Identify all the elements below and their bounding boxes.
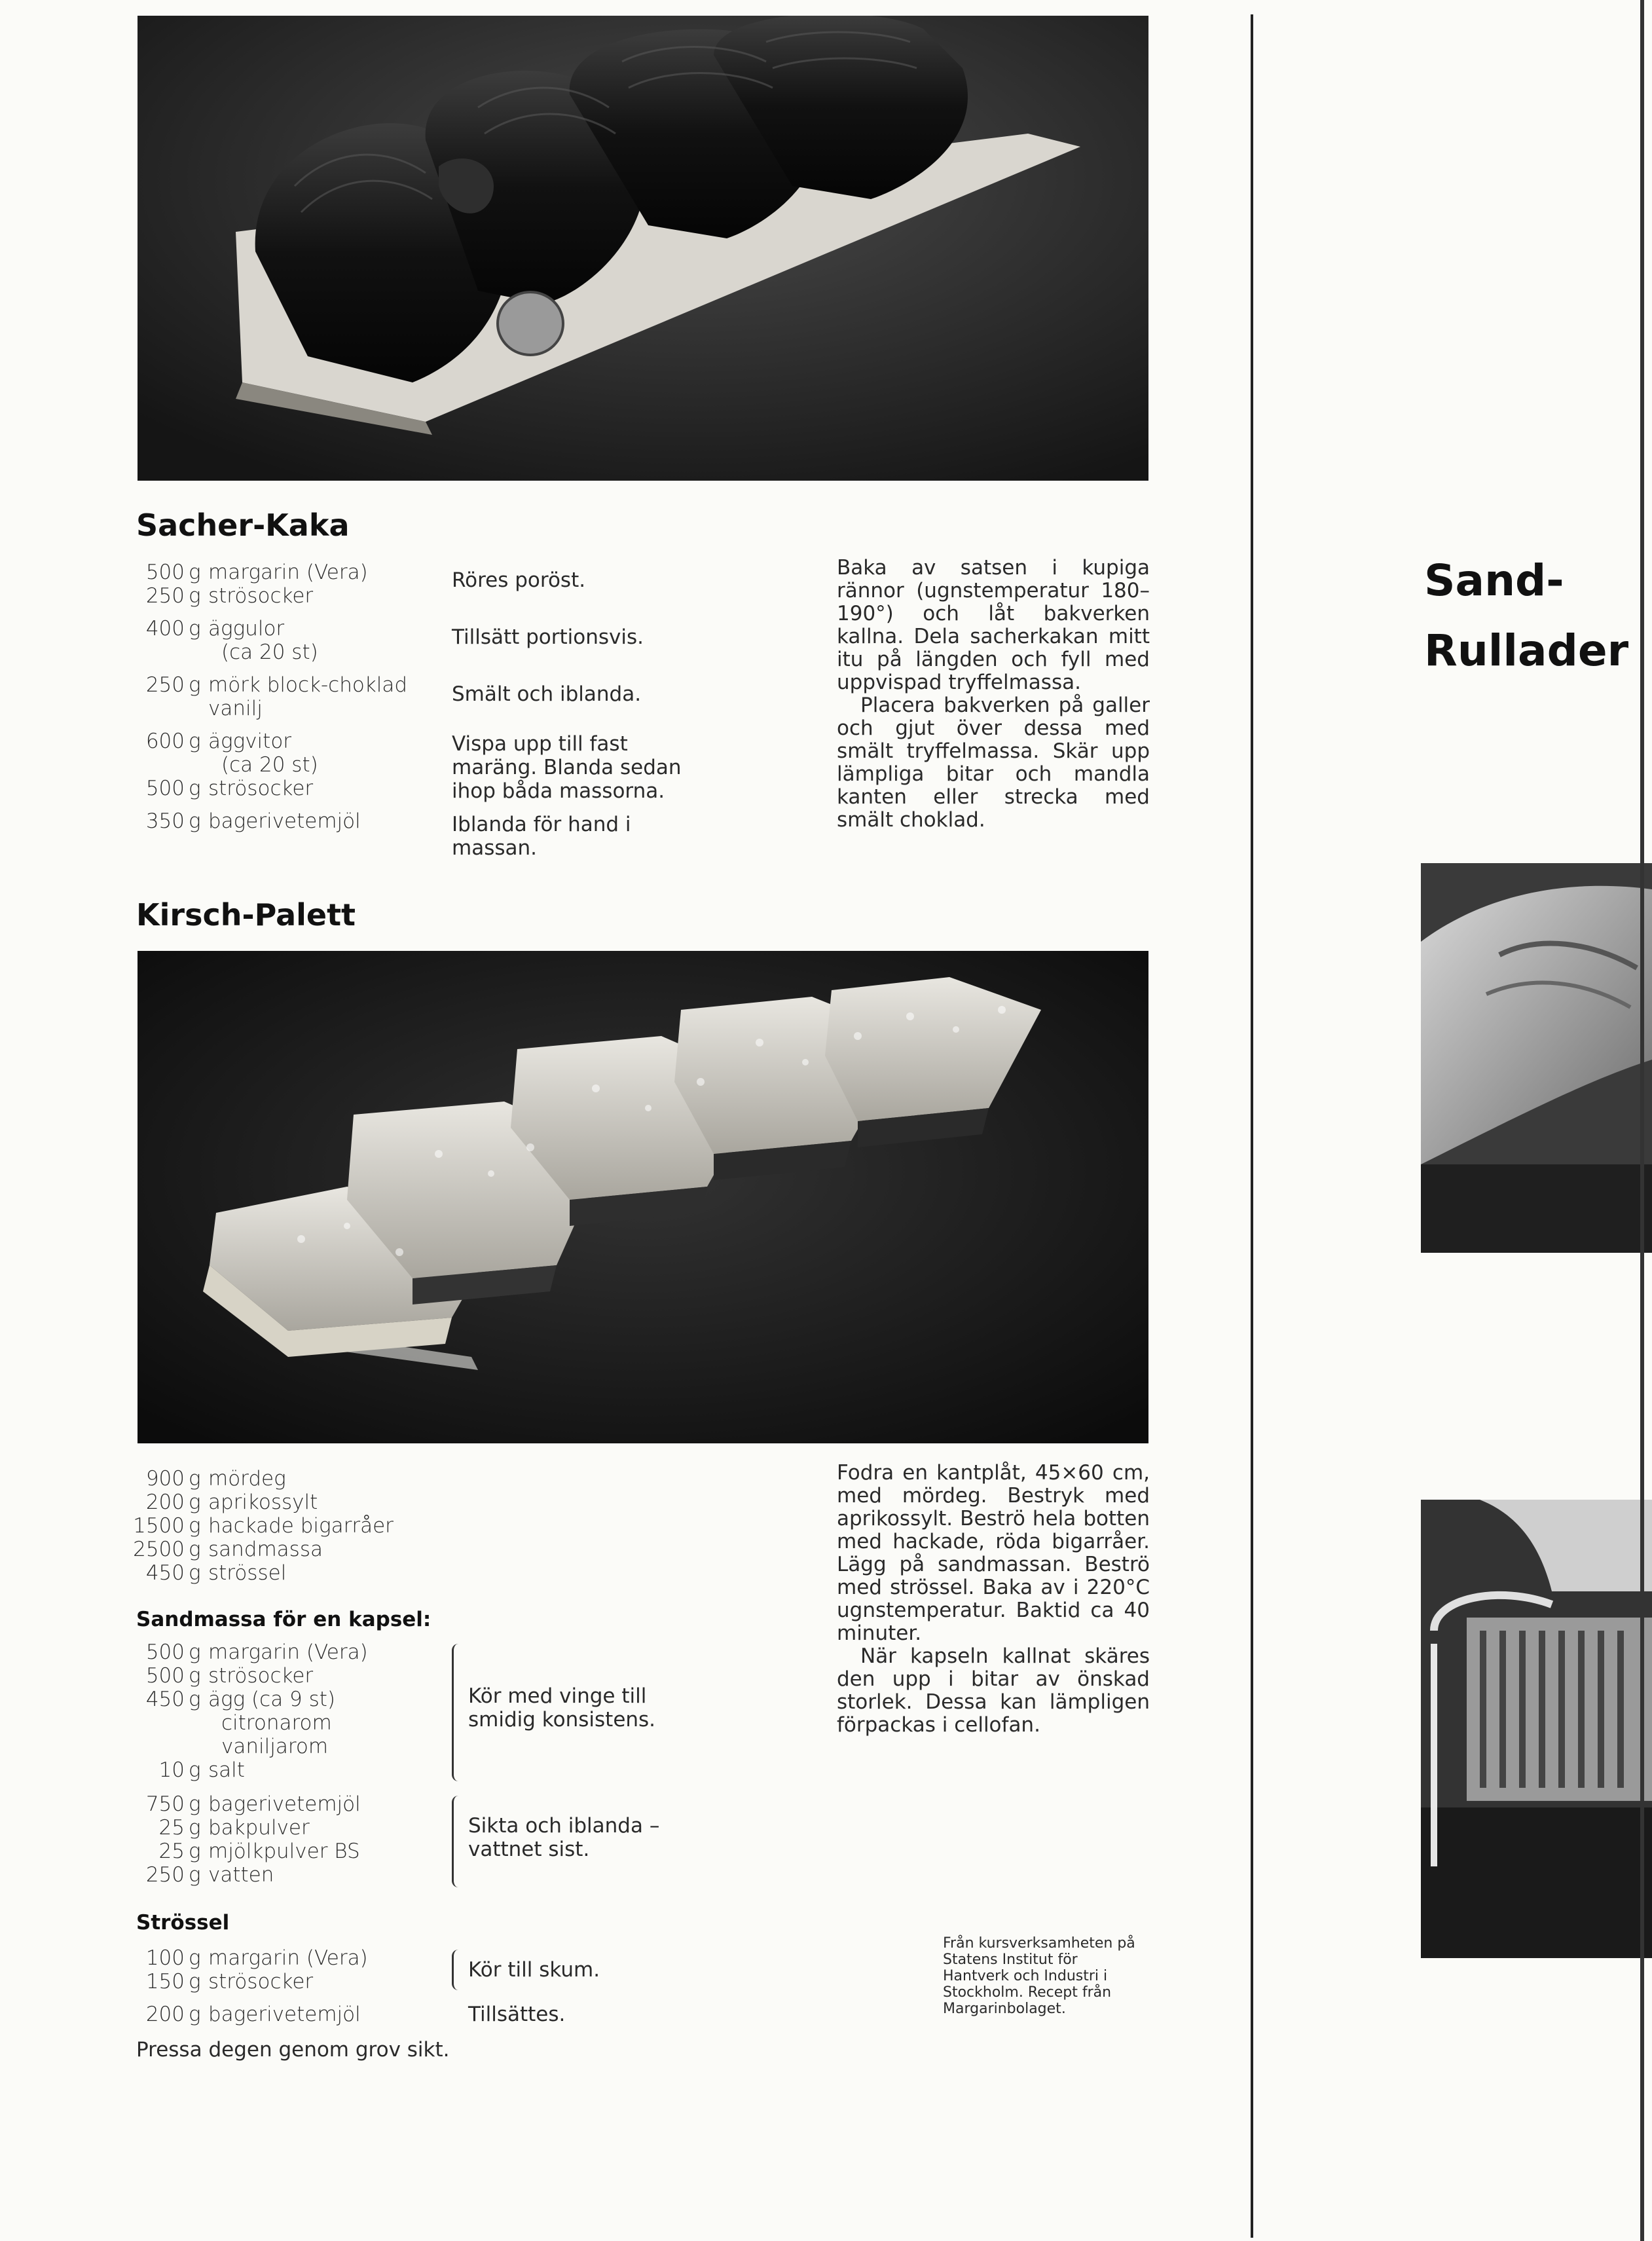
sacher-title: Sacher-Kaka — [136, 508, 350, 543]
strossel-title: Strössel — [136, 1911, 230, 1935]
ingredient-row: 500 g strösocker — [145, 1664, 314, 1688]
strossel-group-2 — [111, 2003, 478, 2026]
kirsch-method-p2: När kapseln kallnat skäres den upp i bitar av önskad storlek. Dessa kan lämpligen förpackas i cellofan. — [837, 1644, 1150, 1737]
side-photo-machine-image — [1421, 1500, 1652, 1958]
ingredient-row: (ca 20 st) — [221, 753, 318, 777]
ingredient-row: 350 g bagerivetemjöl — [145, 809, 361, 833]
ingredient-row: 250 g strösocker — [145, 584, 314, 608]
ingredient-row: vanilj — [208, 697, 263, 720]
ingredient-row: 500 g margarin (Vera) — [145, 561, 368, 584]
ingredient-row: 200 g aprikossylt — [145, 1491, 318, 1514]
side-photo-hand — [1421, 863, 1652, 1253]
sandmassa-note-2: Sikta och iblanda – vattnet sist. — [468, 1814, 660, 1861]
strossel-note-2: Tillsättes. — [468, 2003, 566, 2026]
right-edge-line — [1640, 0, 1644, 2241]
sacher-note-5: Iblanda för hand i massan. — [452, 813, 631, 860]
side-photo-machine — [1421, 1500, 1652, 1958]
column-divider — [1251, 14, 1253, 2238]
sacher-note-4: Vispa upp till fast maräng. Blanda sedan ihop båda massorna. — [452, 732, 682, 803]
ingredient-row: 450 g ägg (ca 9 st) — [145, 1688, 336, 1711]
ingredient-row: 900 g mördeg — [145, 1467, 286, 1491]
sacher-method-p2: Placera bakverken på galler och gjut över dessa med smält tryffelmassa. Skär upp lämpliga bitar och mandla kanten eller strecka med smält choklad. — [837, 694, 1150, 832]
source-credit: Från kursverksamheten på Statens Institut för Hantverk och Industri i Stockholm. Recept från Margarinbolaget. — [943, 1935, 1135, 2017]
side-title-line-1: Sand- — [1424, 555, 1564, 606]
sacher-method — [837, 557, 1150, 832]
ingredient-row: citronarom — [221, 1711, 332, 1735]
sacher-note-1: Röres poröst. — [452, 568, 586, 592]
ingredient-row: 750 g bagerivetemjöl — [145, 1792, 361, 1816]
sacher-note-2: Tillsätt portionsvis. — [452, 625, 644, 649]
ingredient-row: 1500 g hackade bigarråer — [133, 1514, 394, 1538]
sacher-note-3: Smält och iblanda. — [452, 682, 642, 706]
kirsch-photo — [138, 951, 1148, 1443]
strossel-note-1: Kör till skum. — [468, 1958, 600, 1982]
ingredient-row: 25 g mjölkpulver BS — [158, 1840, 360, 1863]
ingredient-row: 250 g mörk block-choklad — [145, 673, 408, 697]
sandmassa-title: Sandmassa för en kapsel: — [136, 1608, 431, 1631]
sacher-photo — [138, 16, 1148, 481]
kirsch-final-instruction: Pressa degen genom grov sikt. — [136, 2038, 450, 2062]
strossel-group-1 — [111, 1946, 478, 1993]
ingredient-row: 10 g salt — [158, 1758, 245, 1782]
kirsch-method — [837, 1462, 1150, 1737]
kirsch-method-p1: Fodra en kantplåt, 45×60 cm, med mördeg. Bestryk med aprikossylt. Beströ hela botten med hackade, röda bigarråer. Lägg på sandmassan. Beströ med strössel. Baka av i 220°C ugnstemperatur. Baktid ca 40 minuter. — [837, 1461, 1150, 1645]
kirsch-title: Kirsch-Palett — [136, 897, 356, 933]
sandmassa-group-2 — [111, 1792, 478, 1887]
ingredient-row: (ca 20 st) — [221, 640, 318, 664]
ingredient-row: 100 g margarin (Vera) — [145, 1946, 368, 1970]
ingredient-row: 250 g vatten — [145, 1863, 274, 1887]
side-photo-hand-image — [1421, 863, 1652, 1253]
side-title-line-2: Rullader — [1424, 625, 1629, 676]
kirsch-photo-image — [138, 951, 1148, 1443]
sacher-ingredients — [111, 561, 452, 833]
ingredient-row: 200 g bagerivetemjöl — [145, 2003, 361, 2026]
kirsch-ingredients — [111, 1467, 478, 1585]
brace — [452, 1796, 460, 1887]
sandmassa-group-1 — [111, 1640, 478, 1782]
sacher-photo-image — [138, 16, 1148, 481]
brace — [452, 1950, 460, 1990]
ingredient-row: vaniljarom — [221, 1735, 329, 1758]
brace — [452, 1644, 460, 1781]
ingredient-row: 600 g äggvitor — [145, 730, 292, 753]
ingredient-row: 150 g strösocker — [145, 1970, 314, 1993]
ingredient-row: 500 g strösocker — [145, 777, 314, 800]
ingredient-row: 25 g bakpulver — [158, 1816, 310, 1840]
ingredient-row: 450 g strössel — [145, 1561, 287, 1585]
sacher-method-p1: Baka av satsen i kupiga rännor (ugnstemperatur 180–190°) och låt bakverken kallna. Dela sacherkakan mitt itu på längden och fyll med uppvispad tryffelmassa. — [837, 556, 1150, 694]
sandmassa-note-1: Kör med vinge till smidig konsistens. — [468, 1684, 656, 1732]
ingredient-row: 2500 g sandmassa — [133, 1538, 323, 1561]
ingredient-row: 500 g margarin (Vera) — [145, 1640, 368, 1664]
ingredient-row: 400 g äggulor — [145, 617, 285, 640]
